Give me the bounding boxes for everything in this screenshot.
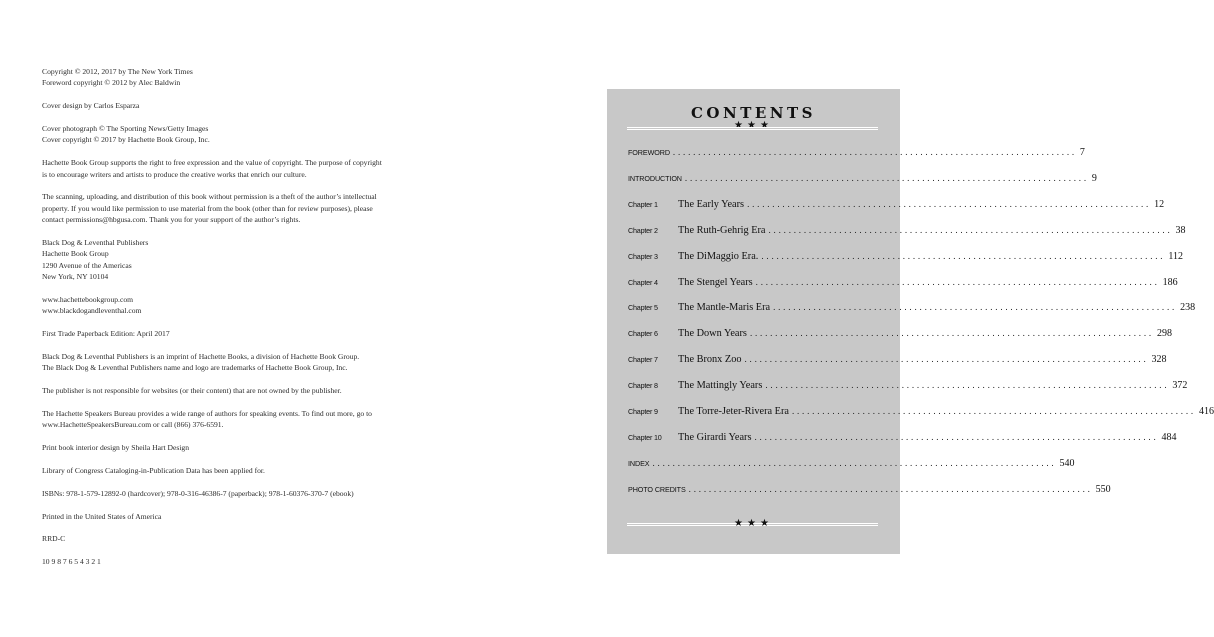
toc-entry[interactable] bbox=[628, 354, 1167, 368]
toc-entry-label: Chapter 8 bbox=[628, 381, 658, 391]
copyright-line: Hachette Book Group supports the right to free expression and the value of copyright. The purpose of copyright bbox=[42, 158, 382, 168]
contents-title: CONTENTS bbox=[690, 104, 817, 122]
toc-entry[interactable] bbox=[628, 483, 1111, 498]
copyright-line: www.hachettebookgroup.com bbox=[42, 295, 134, 305]
copyright-line: www.HachetteSpeakersBureau.com or call (866) 376-6591. bbox=[42, 420, 224, 430]
toc-entry-label: Chapter 1 bbox=[628, 199, 658, 209]
toc-page-number: 372 bbox=[1172, 380, 1188, 392]
divider-top bbox=[627, 127, 878, 130]
stars-ornament-top: ★★★ bbox=[734, 120, 773, 131]
contents-panel bbox=[607, 89, 1214, 554]
copyright-line: Cover design by Carlos Esparza bbox=[42, 101, 140, 111]
copyright-line: Foreword copyright © 2012 by Alec Baldwin bbox=[42, 78, 181, 88]
copyright-paragraph bbox=[42, 100, 402, 111]
copyright-line: Cover copyright © 2017 by Hachette Book Group, Inc. bbox=[42, 135, 210, 145]
copyright-paragraph bbox=[42, 123, 402, 146]
toc-entry-label: Chapter 4 bbox=[628, 277, 658, 287]
copyright-line: contact permissions@hbgusa.com. Thank you for your support of the author’s rights. bbox=[42, 215, 301, 225]
toc-entry[interactable] bbox=[628, 457, 1075, 472]
toc-entry[interactable] bbox=[628, 431, 1177, 446]
toc-entry-title: The Mattingly Years bbox=[678, 380, 763, 392]
toc-page-number: 186 bbox=[1162, 276, 1178, 288]
copyright-line: 10 9 8 7 6 5 4 3 2 1 bbox=[42, 557, 101, 567]
copyright-paragraph bbox=[42, 465, 402, 476]
toc-leader-dots: ................................................................................ bbox=[755, 276, 1160, 287]
toc-entry-title: The Girardi Years bbox=[678, 431, 752, 443]
toc-page-number: 484 bbox=[1161, 431, 1177, 443]
toc-page-number: 416 bbox=[1198, 406, 1214, 417]
toc-leader-dots: ................................................................................ bbox=[768, 224, 1173, 235]
toc-page-number: 540 bbox=[1059, 457, 1075, 469]
copyright-paragraph bbox=[42, 511, 402, 522]
toc-entry-title: The DiMaggio Era. bbox=[678, 250, 759, 262]
toc-leader-dots: ................................................................................ bbox=[773, 302, 1178, 313]
copyright-line: www.blackdogandleventhal.com bbox=[42, 306, 142, 316]
toc-entry[interactable] bbox=[628, 276, 1178, 291]
toc-leader-dots: ................................................................................ bbox=[765, 380, 1170, 391]
toc-entry[interactable] bbox=[628, 302, 1196, 316]
toc-entry[interactable] bbox=[628, 328, 1172, 342]
toc-page-number: 238 bbox=[1180, 302, 1196, 314]
copyright-line: RRD-C bbox=[42, 534, 66, 544]
copyright-line: The Hachette Speakers Bureau provides a wide range of authors for speaking events. To find out more, go to bbox=[42, 409, 372, 419]
copyright-line: The publisher is not responsible for websites (or their content) that are not owned by the publisher. bbox=[42, 386, 342, 396]
copyright-line: The scanning, uploading, and distribution of this book without permission is a theft of the author’s intellectual bbox=[42, 192, 377, 202]
copyright-paragraph bbox=[42, 533, 402, 544]
toc-page-number: 7 bbox=[1079, 147, 1085, 158]
toc-entry-label: Chapter 5 bbox=[628, 303, 658, 313]
toc-entry-label: Chapter 9 bbox=[628, 407, 658, 416]
toc-leader-dots: ................................................................................ bbox=[747, 198, 1152, 209]
toc-entry-label: PHOTO CREDITS bbox=[628, 484, 686, 494]
toc-leader-dots: ................................................................................ bbox=[761, 250, 1166, 261]
copyright-line: is to encourage writers and artists to produce the creative works that enrich our culture. bbox=[42, 169, 307, 179]
toc-leader-dots: ................................................................................ bbox=[791, 406, 1196, 416]
toc-entry-title: The Stengel Years bbox=[678, 276, 753, 288]
toc-entry-title: The Torre-Jeter-Rivera Era bbox=[678, 406, 789, 417]
toc-page-number: 12 bbox=[1154, 198, 1165, 210]
toc-entry-label: Chapter 10 bbox=[628, 432, 662, 442]
copyright-paragraph bbox=[42, 385, 402, 396]
copyright-line: First Trade Paperback Edition: April 2017 bbox=[42, 329, 170, 339]
copyright-paragraph bbox=[42, 488, 402, 499]
toc-entry-label: Chapter 7 bbox=[628, 355, 658, 365]
toc-entry[interactable] bbox=[628, 147, 1085, 161]
stars-ornament-bottom: ★★★ bbox=[734, 518, 773, 529]
copyright-paragraph bbox=[42, 157, 402, 180]
copyright-paragraph bbox=[42, 237, 402, 283]
copyright-paragraph bbox=[42, 556, 402, 567]
toc-entry-label: Chapter 3 bbox=[628, 251, 658, 261]
copyright-line: ISBNs: 978-1-579-12892-0 (hardcover); 978-0-316-46386-7 (paperback); 978-1-60376-370-7 (ebook) bbox=[42, 488, 354, 498]
toc-entry[interactable] bbox=[628, 250, 1183, 265]
toc-entry-label: Chapter 6 bbox=[628, 329, 658, 339]
copyright-paragraph bbox=[42, 328, 402, 339]
copyright-line: Library of Congress Cataloging-in-Publication Data has been applied for. bbox=[42, 466, 265, 476]
copyright-line: Black Dog & Leventhal Publishers is an imprint of Hachette Books, a division of Hachette Book Group. bbox=[42, 352, 360, 362]
copyright-line: New York, NY 10104 bbox=[42, 272, 109, 282]
toc-page-number: 38 bbox=[1175, 224, 1186, 236]
toc-leader-dots: ................................................................................ bbox=[672, 147, 1077, 157]
copyright-paragraph bbox=[42, 294, 402, 317]
toc-leader-dots: ................................................................................ bbox=[688, 483, 1093, 494]
toc-entry-title: The Early Years bbox=[678, 198, 745, 210]
copyright-line: The Black Dog & Leventhal Publishers name and logo are trademarks of Hachette Book Group, Inc. bbox=[42, 363, 348, 373]
toc-page-number: 328 bbox=[1151, 354, 1167, 366]
copyright-paragraph bbox=[42, 442, 402, 453]
toc-entry[interactable] bbox=[628, 198, 1165, 213]
toc-entry-label: Chapter 2 bbox=[628, 225, 658, 235]
copyright-line: Printed in the United States of America bbox=[42, 511, 162, 521]
toc-leader-dots: ................................................................................ bbox=[744, 354, 1149, 365]
toc-leader-dots: ................................................................................ bbox=[684, 172, 1089, 183]
copyright-line: Print book interior design by Sheila Hart Design bbox=[42, 443, 190, 453]
copyright-paragraph bbox=[42, 408, 402, 431]
copyright-paragraph bbox=[42, 66, 402, 89]
toc-page-number: 9 bbox=[1091, 172, 1097, 184]
toc-leader-dots: ................................................................................ bbox=[749, 328, 1154, 339]
copyright-line: Black Dog & Leventhal Publishers bbox=[42, 238, 149, 248]
toc-entry-title: The Mantle-Maris Era bbox=[678, 302, 771, 314]
toc-entry-title: The Bronx Zoo bbox=[678, 354, 742, 366]
copyright-line: 1290 Avenue of the Americas bbox=[42, 260, 132, 270]
toc-entry-title: The Down Years bbox=[678, 328, 747, 340]
toc-entry[interactable] bbox=[628, 406, 1214, 420]
copyright-line: Hachette Book Group bbox=[42, 249, 109, 259]
toc-entry-label: FOREWORD bbox=[628, 148, 670, 157]
copyright-page bbox=[42, 66, 402, 579]
toc-leader-dots: ................................................................................ bbox=[652, 457, 1057, 468]
toc-entry-title: The Ruth-Gehrig Era bbox=[678, 224, 766, 236]
toc-entry[interactable] bbox=[628, 224, 1186, 239]
toc-entry-label: INTRODUCTION bbox=[628, 173, 682, 183]
toc-page-number: 550 bbox=[1095, 483, 1111, 495]
copyright-line: property. If you would like permission to use material from the book (other than for review purposes), please bbox=[42, 203, 373, 213]
copyright-paragraph bbox=[42, 191, 402, 225]
toc-entry-label: INDEX bbox=[628, 458, 650, 468]
toc-page-number: 298 bbox=[1156, 328, 1172, 340]
copyright-line: Copyright © 2012, 2017 by The New York Times bbox=[42, 67, 193, 76]
toc-entry[interactable] bbox=[628, 172, 1097, 187]
copyright-paragraph bbox=[42, 351, 402, 374]
toc-page-number: 112 bbox=[1168, 250, 1183, 262]
copyright-line: Cover photograph © The Sporting News/Getty Images bbox=[42, 124, 209, 133]
toc-entry[interactable] bbox=[628, 380, 1188, 394]
toc-leader-dots: ................................................................................ bbox=[754, 431, 1159, 442]
